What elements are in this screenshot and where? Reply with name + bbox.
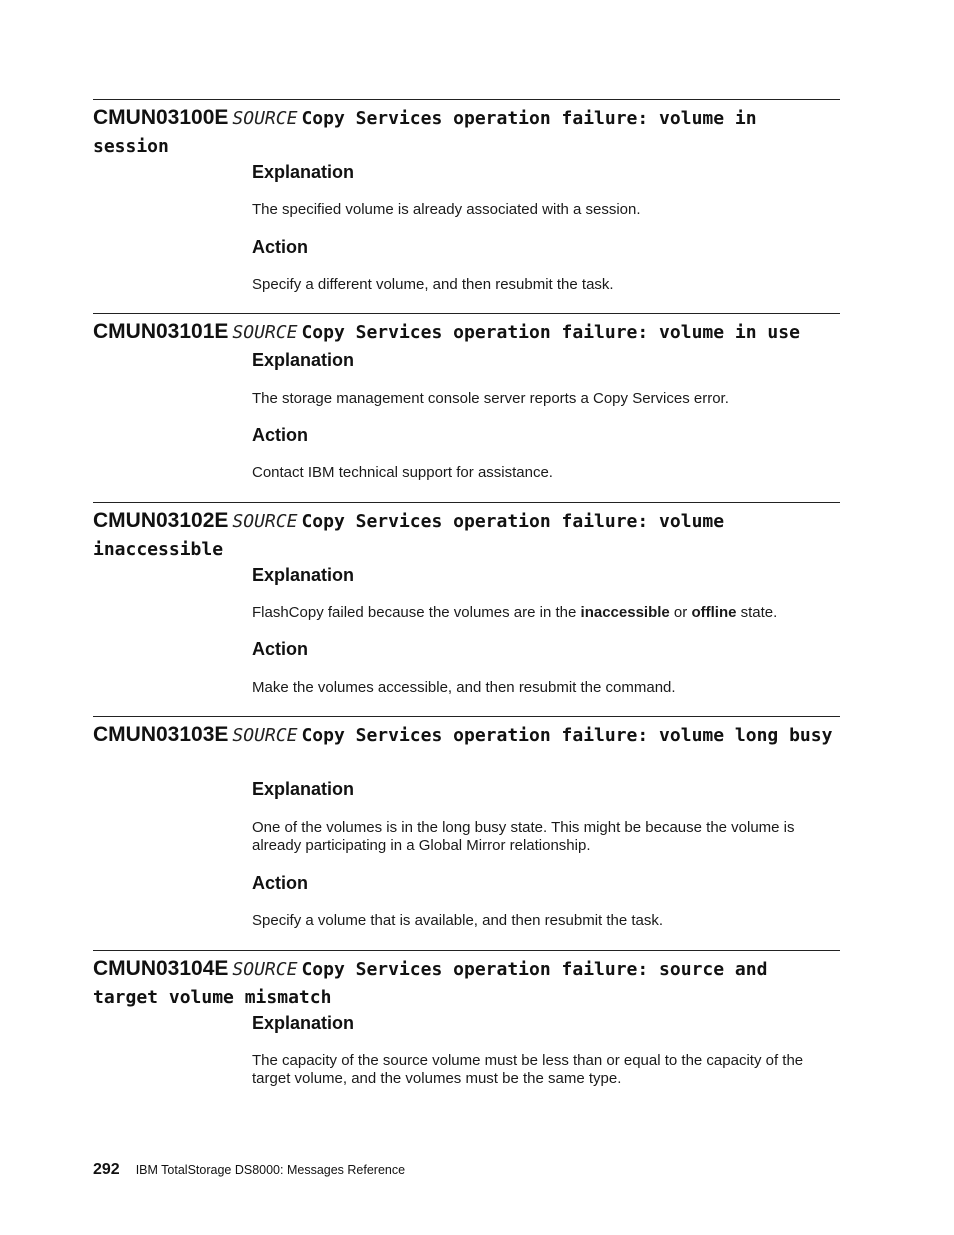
message-cmun03100e xyxy=(93,99,840,161)
explanation-section xyxy=(252,349,842,371)
explanation-text: The capacity of the source volume must be less than or equal to the capacity of the target volume, and the volumes must be the same type. xyxy=(252,1052,804,1087)
action-heading: Action xyxy=(252,425,308,445)
explanation-text-block xyxy=(252,819,842,855)
message-title: Copy Services operation failure: volume inaccessible xyxy=(93,511,725,560)
message-source: SOURCE xyxy=(232,108,298,129)
state-inaccessible: inaccessible xyxy=(580,604,670,621)
message-cmun03101e xyxy=(93,313,840,347)
message-source: SOURCE xyxy=(232,725,298,746)
action-text-block xyxy=(252,912,842,930)
explanation-text: The storage management console server reports a Copy Services error. xyxy=(252,390,729,407)
message-source: SOURCE xyxy=(232,959,298,980)
explanation-text-block xyxy=(252,201,842,219)
action-text: Specify a different volume, and then resubmit the task. xyxy=(252,276,614,293)
action-section xyxy=(252,638,842,660)
message-title: Copy Services operation failure: volume long busy xyxy=(301,725,833,746)
explanation-text: One of the volumes is in the long busy state. This might be because the volume is already participating in a Global Mirror relationship. xyxy=(252,819,795,854)
explanation-section xyxy=(252,564,842,586)
action-heading: Action xyxy=(252,237,308,257)
message-cmun03103e xyxy=(93,716,840,750)
message-cmun03104e xyxy=(93,950,840,1012)
action-text-block xyxy=(252,276,842,294)
document-title: IBM TotalStorage DS8000: Messages Reference xyxy=(135,1163,406,1177)
section-rule xyxy=(93,950,840,951)
action-section xyxy=(252,872,842,894)
message-code: CMUN03100E xyxy=(93,106,229,129)
explanation-heading: Explanation xyxy=(252,162,355,182)
section-rule xyxy=(93,313,840,314)
explanation-heading: Explanation xyxy=(252,565,355,585)
section-rule xyxy=(93,99,840,100)
action-text: Make the volumes accessible, and then resubmit the command. xyxy=(252,679,676,696)
explanation-text-or: or xyxy=(669,604,692,621)
explanation-text-end: state. xyxy=(736,604,778,621)
state-offline: offline xyxy=(691,604,737,621)
message-heading xyxy=(93,318,840,347)
message-source: SOURCE xyxy=(232,322,298,343)
action-heading: Action xyxy=(252,639,308,659)
action-text-block xyxy=(252,464,842,482)
message-title: Copy Services operation failure: volume in use xyxy=(301,322,800,343)
message-title: Copy Services operation failure: volume in session xyxy=(93,108,757,157)
message-source: SOURCE xyxy=(232,511,298,532)
message-cmun03102e xyxy=(93,502,840,564)
explanation-heading: Explanation xyxy=(252,1013,355,1033)
explanation-heading: Explanation xyxy=(252,779,355,799)
section-rule xyxy=(93,502,840,503)
message-heading xyxy=(93,721,840,750)
message-code: CMUN03102E xyxy=(93,509,229,532)
action-section xyxy=(252,236,842,258)
message-code: CMUN03103E xyxy=(93,723,229,746)
message-heading xyxy=(93,104,840,161)
explanation-text-block xyxy=(252,604,842,622)
explanation-section xyxy=(252,1012,842,1034)
message-code: CMUN03104E xyxy=(93,957,229,980)
explanation-text-block xyxy=(252,1052,842,1088)
message-heading xyxy=(93,507,840,564)
message-title: Copy Services operation failure: source and target volume mismatch xyxy=(93,959,768,1008)
explanation-text-start: FlashCopy failed because the volumes are in the xyxy=(252,604,581,621)
explanation-text: The specified volume is already associated with a session. xyxy=(252,201,641,218)
message-heading xyxy=(93,955,840,1012)
action-text-block xyxy=(252,679,842,697)
section-rule xyxy=(93,716,840,717)
action-heading: Action xyxy=(252,873,308,893)
explanation-section xyxy=(252,161,842,183)
message-code: CMUN03101E xyxy=(93,320,229,343)
page-number: 292 xyxy=(93,1161,120,1178)
explanation-text-block xyxy=(252,390,842,408)
action-text: Specify a volume that is available, and then resubmit the task. xyxy=(252,912,664,929)
explanation-text xyxy=(252,604,842,622)
page-footer xyxy=(93,1161,405,1179)
explanation-section xyxy=(252,778,842,800)
action-text: Contact IBM technical support for assistance. xyxy=(252,464,553,481)
action-section xyxy=(252,424,842,446)
explanation-heading: Explanation xyxy=(252,350,355,370)
